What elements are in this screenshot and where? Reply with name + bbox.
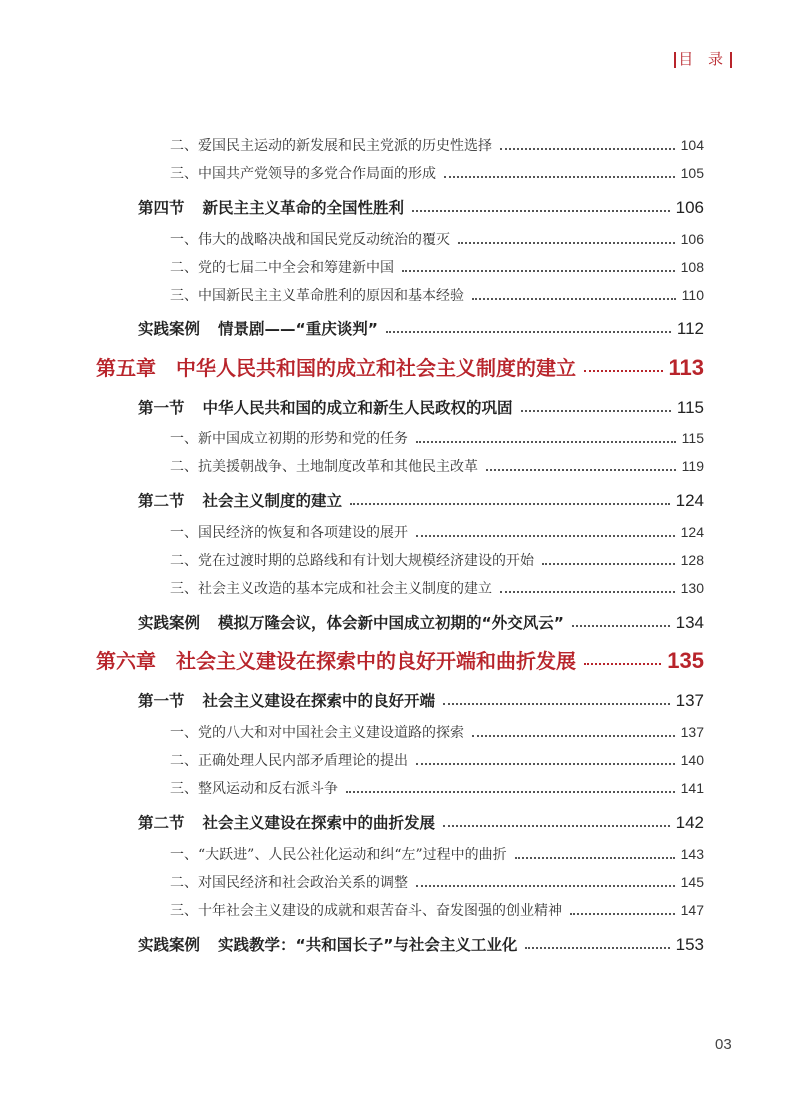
toc-entry-prefix: 第二节 bbox=[138, 814, 185, 832]
toc-entry-title: 三、社会主义改造的基本完成和社会主义制度的建立 bbox=[170, 581, 492, 597]
toc-entry-page: 143 bbox=[680, 846, 704, 862]
dot-leader bbox=[472, 735, 675, 737]
toc-entry-title: 三、中国共产党领导的多党合作局面的形成 bbox=[170, 166, 436, 182]
toc-entry-label bbox=[96, 645, 576, 674]
toc-entry-label bbox=[138, 933, 517, 955]
toc-entry-prefix: 第一节 bbox=[138, 692, 185, 710]
dot-leader bbox=[412, 210, 670, 212]
toc-entry-label bbox=[170, 844, 507, 864]
toc-entry-title: 三、中国新民主主义革命胜利的原因和基本经验 bbox=[170, 288, 464, 304]
toc-chapter-entry[interactable] bbox=[96, 645, 704, 674]
toc-entry-page: 124 bbox=[680, 524, 704, 540]
dot-leader bbox=[350, 503, 670, 505]
toc-entry-title: 三、整风运动和反右派斗争 bbox=[170, 781, 338, 797]
dot-leader bbox=[416, 885, 675, 887]
toc-entry-title: 三、十年社会主义建设的成就和艰苦奋斗、奋发图强的创业精神 bbox=[170, 903, 562, 919]
dot-leader bbox=[416, 763, 675, 765]
dot-leader bbox=[584, 370, 663, 372]
toc-subsection-entry[interactable] bbox=[170, 722, 704, 742]
toc-section-entry[interactable] bbox=[138, 611, 704, 633]
toc-entry-page: 105 bbox=[680, 165, 704, 181]
toc-entry-title: 一、“大跃进”、人民公社化运动和纠“左”过程中的曲折 bbox=[170, 847, 507, 863]
toc-subsection-entry[interactable] bbox=[170, 229, 704, 249]
toc-entry-page: 115 bbox=[676, 398, 704, 417]
toc-entry-title: 二、党在过渡时期的总路线和有计划大规模经济建设的开始 bbox=[170, 553, 534, 569]
dot-leader bbox=[525, 947, 669, 949]
dot-leader bbox=[584, 663, 661, 665]
dot-leader bbox=[443, 703, 670, 705]
toc-entry-page: 141 bbox=[680, 780, 704, 796]
toc-entry-label bbox=[96, 352, 576, 381]
toc-subsection-entry[interactable] bbox=[170, 522, 704, 542]
toc-entry-label bbox=[138, 317, 378, 339]
dot-leader bbox=[458, 242, 675, 244]
toc-chapter-entry[interactable] bbox=[96, 352, 704, 381]
toc-entry-prefix: 实践案例 bbox=[138, 320, 201, 338]
toc-subsection-entry[interactable] bbox=[170, 844, 704, 864]
toc-entry-title: 一、新中国成立初期的形势和党的任务 bbox=[170, 431, 408, 447]
toc-entry-title: 二、对国民经济和社会政治关系的调整 bbox=[170, 875, 408, 891]
toc-entry-title: 中华人民共和国的成立和新生人民政权的巩固 bbox=[202, 399, 513, 417]
toc-entry-page: 106 bbox=[675, 198, 704, 217]
toc-entry-page: 145 bbox=[680, 874, 704, 890]
toc-entry-page: 104 bbox=[680, 137, 704, 153]
toc-entry-label bbox=[138, 611, 564, 633]
toc-entry-page: 115 bbox=[681, 430, 704, 446]
toc-subsection-entry[interactable] bbox=[170, 428, 704, 448]
toc-entry-title: 二、爱国民主运动的新发展和民主党派的历史性选择 bbox=[170, 138, 492, 154]
toc-entry-title: 新民主主义革命的全国性胜利 bbox=[202, 199, 405, 217]
toc-subsection-entry[interactable] bbox=[170, 285, 704, 305]
toc-entry-prefix: 实践案例 bbox=[138, 614, 201, 632]
toc-entry-title: 二、正确处理人民内部矛盾理论的提出 bbox=[170, 753, 408, 769]
toc-entry-page: 134 bbox=[675, 613, 704, 632]
toc-entry-page: 110 bbox=[681, 287, 704, 303]
toc-entry-page: 135 bbox=[667, 648, 704, 673]
toc-subsection-entry[interactable] bbox=[170, 778, 704, 798]
toc-subsection-entry[interactable] bbox=[170, 872, 704, 892]
toc-entry-label bbox=[170, 285, 464, 305]
toc-entry-title: 情景剧——“重庆谈判” bbox=[218, 320, 378, 338]
dot-leader bbox=[402, 270, 675, 272]
dot-leader bbox=[472, 298, 676, 300]
toc-section-entry[interactable] bbox=[138, 933, 704, 955]
toc-entry-label bbox=[170, 135, 492, 155]
toc-entry-title: 模拟万隆会议，体会新中国成立初期的“外交风云” bbox=[218, 614, 564, 632]
toc-entry-page: 112 bbox=[676, 319, 704, 338]
toc-entry-label bbox=[170, 778, 338, 798]
toc-entry-page: 142 bbox=[675, 813, 704, 832]
toc-entry-label bbox=[170, 163, 436, 183]
toc-entry-title: 社会主义建设在探索中的良好开端 bbox=[202, 692, 436, 710]
toc-entry-prefix: 第二节 bbox=[138, 492, 185, 510]
toc-entry-prefix: 第六章 bbox=[96, 649, 156, 673]
toc-entry-prefix: 第五章 bbox=[96, 356, 156, 380]
toc-entry-page: 119 bbox=[681, 458, 704, 474]
toc-entry-title: 社会主义制度的建立 bbox=[202, 492, 343, 510]
dot-leader bbox=[515, 857, 675, 859]
toc-entry-label bbox=[170, 522, 408, 542]
toc-entry-title: 一、伟大的战略决战和国民党反动统治的覆灭 bbox=[170, 232, 450, 248]
toc-entry-page: 128 bbox=[680, 552, 704, 568]
toc-entry-page: 140 bbox=[680, 752, 704, 768]
toc-entry-label bbox=[170, 229, 450, 249]
toc-section-entry[interactable] bbox=[138, 811, 704, 833]
toc-entry-prefix: 第一节 bbox=[138, 399, 185, 417]
dot-leader bbox=[542, 563, 675, 565]
toc-entry-page: 113 bbox=[668, 355, 704, 380]
toc-entry-label bbox=[170, 578, 492, 598]
toc-entry-title: 二、抗美援朝战争、土地制度改革和其他民主改革 bbox=[170, 459, 478, 475]
toc-entry-label bbox=[170, 257, 394, 277]
dot-leader bbox=[444, 176, 675, 178]
toc-entry-prefix: 第四节 bbox=[138, 199, 185, 217]
dot-leader bbox=[500, 591, 675, 593]
toc-subsection-entry[interactable] bbox=[170, 750, 704, 770]
dot-leader bbox=[443, 825, 670, 827]
header-section-title bbox=[672, 48, 734, 69]
toc-entry-page: 124 bbox=[675, 491, 704, 510]
toc-entry-title: 社会主义建设在探索中的良好开端和曲折发展 bbox=[176, 649, 576, 673]
toc-subsection-entry[interactable] bbox=[170, 135, 704, 155]
dot-leader bbox=[416, 535, 675, 537]
toc-entry-title: 一、国民经济的恢复和各项建设的展开 bbox=[170, 525, 408, 541]
page-number: 03 bbox=[715, 1036, 732, 1053]
dot-leader bbox=[521, 410, 671, 412]
dot-leader bbox=[486, 469, 676, 471]
toc-section-entry[interactable] bbox=[138, 317, 704, 339]
toc-section-entry[interactable] bbox=[138, 689, 704, 711]
toc-entry-label bbox=[170, 550, 534, 570]
toc-entry-label bbox=[170, 722, 464, 742]
toc-entry-label bbox=[170, 750, 408, 770]
toc-entry-label bbox=[138, 489, 342, 511]
dot-leader bbox=[346, 791, 675, 793]
toc-entry-page: 153 bbox=[675, 935, 704, 954]
toc-entry-label bbox=[138, 196, 404, 218]
toc-entry-page: 147 bbox=[680, 902, 704, 918]
toc-entry-label bbox=[138, 396, 513, 418]
toc-entry-label bbox=[138, 689, 435, 711]
toc-subsection-entry[interactable] bbox=[170, 578, 704, 598]
header-title-text: 目 录 bbox=[678, 50, 728, 68]
toc-subsection-entry[interactable] bbox=[170, 900, 704, 920]
toc-entry-title: 二、党的七届二中全会和筹建新中国 bbox=[170, 260, 394, 276]
dot-leader bbox=[386, 331, 671, 333]
toc-subsection-entry[interactable] bbox=[170, 550, 704, 570]
toc-entry-label bbox=[170, 900, 562, 920]
toc-subsection-entry[interactable] bbox=[170, 257, 704, 277]
toc-entry-label bbox=[170, 428, 408, 448]
toc-entry-label bbox=[170, 456, 478, 476]
toc-subsection-entry[interactable] bbox=[170, 163, 704, 183]
toc-subsection-entry[interactable] bbox=[170, 456, 704, 476]
toc-entry-page: 130 bbox=[680, 580, 704, 596]
toc-entry-page: 108 bbox=[680, 259, 704, 275]
dot-leader bbox=[570, 913, 675, 915]
toc-section-entry[interactable] bbox=[138, 396, 704, 418]
toc-entry-title: 一、党的八大和对中国社会主义建设道路的探索 bbox=[170, 725, 464, 741]
toc-entry-label bbox=[170, 872, 408, 892]
dot-leader bbox=[500, 148, 675, 150]
toc-section-entry[interactable] bbox=[138, 489, 704, 511]
toc-entry-label bbox=[138, 811, 435, 833]
toc-entry-page: 106 bbox=[680, 231, 704, 247]
toc-entry-prefix: 实践案例 bbox=[138, 936, 201, 954]
toc-entry-title: 中华人民共和国的成立和社会主义制度的建立 bbox=[176, 356, 576, 380]
toc-section-entry[interactable] bbox=[138, 196, 704, 218]
toc-entry-page: 137 bbox=[675, 691, 704, 710]
toc-entry-title: 实践教学：“共和国长子”与社会主义工业化 bbox=[218, 936, 518, 954]
toc-entry-title: 社会主义建设在探索中的曲折发展 bbox=[202, 814, 436, 832]
dot-leader bbox=[572, 625, 670, 627]
dot-leader bbox=[416, 441, 676, 443]
toc-entry-page: 137 bbox=[680, 724, 704, 740]
